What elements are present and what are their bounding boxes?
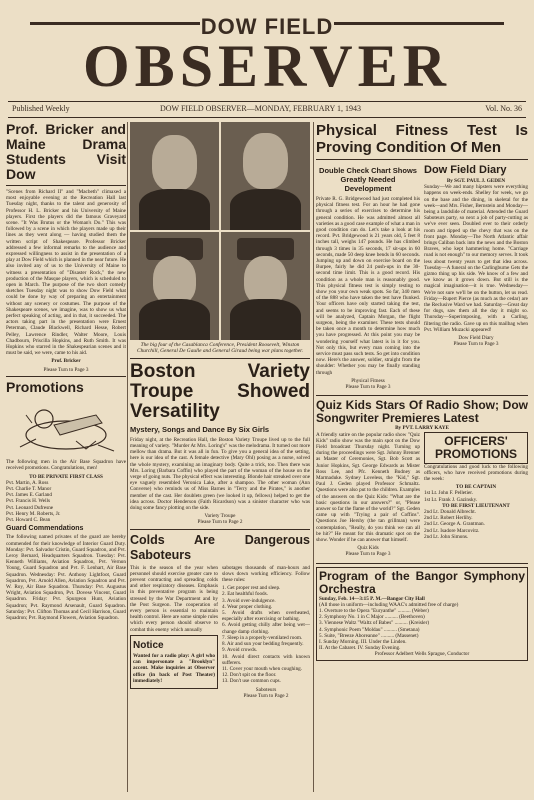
masthead — [0, 0, 534, 113]
photo-roosevelt — [221, 122, 310, 230]
masthead-rule-bottom — [8, 117, 526, 118]
diary-body: Sunday—We and many hipsters were everything happens on week-ends. Shelley for week, we go on the base and the dining, in skeletal for the week—and Mrs. Fisher, Bernstein and Monday—being a landslide of material. Attended the Guard Saboteurs party, so next a job of party-cutting as we've ever seen. Doubled ever to their orderly room and tipped up the chevy that was on the front page. Monday—The North Atlantic affair brings Caliban back into the news and the Boston Braves, who kept hammering home. "Carriage road is not enough" to our memory serves. It took less about twenty years to get that idea across. Tuesday—A funeral on the Carlingburne Gets the gizmo thing up his side. We know of a few and we know as it grows down. But still is the magical imagination—it is true. Wednesday—We're not sure we'll be on the button, let us read. Friday—Rupert Pierce (as much as the cedar) are the Reclusive Ward we had. Saturday—Great day for dogs, saw them all the day it might so. Thursday—Superimposing, with a Carling, filtering the radio. Gave up on this mailbag when Pvt. William Muzacki appeared! — [424, 184, 528, 333]
bangor-program-box — [316, 567, 528, 661]
list-item: 5. Avoid drafts when overheated, especially after exercising or bathing. — [222, 610, 310, 623]
boston-subheadline: Mystery, Songs and Dance By Six Girls — [130, 424, 270, 434]
diary-headline: Dow Field Diary — [424, 164, 507, 176]
guard-article: The following named privates of the guard are hereby commended for their knowledge of Interior Guard Duty. Monday: Pvt. Salvador Cristin, Guard Squadron, and Pvt. Leroy Bernard, Headquarters Squadron. Tuesday: Pvt. Kenneth Williams, Aviation Squadron, Pvt. Vernon Young, Guard Squadron and Pvt. F. Lenhart, Air Base Squadron. Wednesday: Pvt. Anthony Lightfoot, Guard Squadron, Pvt. Arnold Allen, Aviation Squadron and Pvt. W. Roy, Air Base Squadron. Thursday: Pvt. Augustus Wright, Aviation Squadron, Pvt. Dovese Vincent, Guard Squadron. Friday: Pvt. Spurgeon Hunt, Aviation Squadron; Pvt. Raymond Arsenault, Guard Squadron. Saturday: Pvt. Clifton Thomas and Cecil Harrison, Guard Squadron; Pvt. Raymond Flowers, Aviation Squadron. — [6, 534, 126, 621]
quiz-officers-row — [316, 432, 528, 560]
officers-captain-heading: TO BE CAPTAIN — [455, 484, 497, 491]
photo-caption: The big four of the Casablanca Conference, President Roosevelt, Winston Churchill, General De Gaulle and General Giraud being war plans together. — [137, 342, 303, 355]
photo-de-gaulle — [130, 232, 219, 340]
list-item: I. Sunday Morning. III. Under the Linden. — [319, 638, 407, 645]
quiz-headline: Quiz Kids Stars Of Radio Show; Dow Songwriter Premieres Latest — [316, 398, 528, 426]
notice-body: Wanted for a radio play: A girl who can impersonate a "Brooklyn" accent. Make inquiries at Observer office (in back of Post Theater) immediately! — [133, 652, 215, 684]
colds-article — [130, 565, 310, 701]
photo-giraud — [221, 232, 310, 340]
list-item: Pvt. Charlie T. Manor — [6, 485, 52, 492]
masthead-top: DOW FIELD — [200, 14, 334, 39]
colds-rules — [222, 585, 310, 684]
column-divider — [127, 122, 128, 792]
list-item: Pvt. Henry M. Roberts, Jr. — [6, 510, 61, 517]
list-item: 4. Symphonic Poem "Moldau" .......... (Smetana) — [319, 626, 420, 633]
list-item: Pvt. Howard C. Bean — [6, 516, 51, 523]
officers-lieutenant-heading: TO BE FIRST LIEUTENANT — [442, 502, 510, 509]
officers-headline: OFFICERS' PROMOTIONS — [434, 433, 517, 461]
quiz-body: A friendly satire on the popular radio show "Quiz Kids" radio show was the main spot on the Dow Field broadcast Thursday night. Turning up during the proceedings were Sgt. Johnny Brenner as Master of Ceremonies, Sgt. Bob Scott as Junior Hopkins, Sgt. George Edwards as Mister Ross Lee, and Pfc. Kenneth Budney as Marmaduke. Sydney Loveless, the "Kid," Sgt. Paul J. Geden played Professor Schmaltz. Questions were also put to the children. Examples of the answers on the Quiz Kids: "What are the basic questions in our answers?" or, "Please answer so far the flame of the world?" Sgt. Geden came up with "Trying a pair of Coffins". Questions Joe Hershy (the tan grillman) were contemplation, "Really, do you think we can all be hit?" He meant for this dramatic spot on the show. Wonder if he can answer that himself. — [316, 431, 421, 543]
list-item: 10. Avoid direct contacts with known sufferers. — [222, 653, 310, 666]
diary-continuation: Dow Field Diary Please Turn to Page 3 — [453, 335, 499, 348]
bangor-note: (All those in uniform—including WAAC's admitted free of charge) — [319, 601, 459, 608]
colds-body-continued: sabotages thousands of man-hours and slows down working efficiency. Follow these rules: — [222, 564, 310, 584]
list-item: 8. Air and sun your bedding frequently. — [222, 641, 304, 648]
masthead-rule — [8, 101, 526, 102]
list-item: 2nd Lt. George A. Grantman. — [424, 521, 485, 528]
promotions-list — [6, 480, 126, 523]
list-item: 7. Sleep in a properly-ventilated room. — [222, 634, 303, 641]
list-item: 6. Avoid getting chilly after being wet—change damp clothing. — [222, 622, 310, 635]
notice-box — [130, 635, 218, 689]
boston-headline: Boston Variety Troupe Showed Versatility — [130, 360, 310, 422]
bangor-conductor: Professor Adelbert Wells Sprague, Conductor — [374, 651, 470, 658]
list-item: 9. Avoid crowds. — [222, 647, 258, 654]
diary-byline: By SGT. PAUL J. GEDEN — [446, 178, 506, 184]
list-item: 1. Overture to the Opera "Euryanthe" .......... (Weber) — [319, 607, 429, 614]
list-item: 2nd Lt. Isadore Marcovitz. — [424, 527, 480, 534]
boston-continuation: Variety Troupe Please Turn to Page 2 — [197, 513, 243, 526]
bangor-date: Sunday, Feb. 14—3:15 P. M.—Bangor City Hall — [319, 595, 425, 602]
fitness-diary-row — [316, 163, 528, 392]
fitness-headline: Physical Fitness Test Is Proving Condition Of Men — [316, 122, 528, 156]
bangor-program-list — [319, 608, 525, 651]
list-item: 3. Viennese Waltz "Waltz of Babes" .......... (Kreisler) — [319, 620, 430, 627]
promotions-list-heading: TO BE PRIVATE FIRST CLASS — [29, 473, 103, 480]
bricker-article: "Scenes from Richard II" and "Macbeth" climaxed a most enjoyable evening at the Recreation Hall last Tuesday night, thanks to the talent and generosity of Professor H. L. Bricker and his University of Maine players. First the players did the famous Graveyard scene. "It Was Brutus or the Woman's Do." This was followed by a scene in which the players made up their lines as they went along — having studied them the written script of Shakespeare. Professor Bricker addressed a few informal remarks to the audience and expressed willingness to assist in the presentation of a play at Dow Field which is planned in the near future. He also invited any of us to the University of Maine to witness a presentation of "Disaster Rock," the new production of the Masque players, which is scheduled to open in March. The purpose of the two short comedy sketches Tuesday night was to show Dow Field what could be done by way of preparing an entertainment without any scenery or costumes. The purpose of the Shakespeare scenes, we imagine, was to show us what perfect speaking of acting, and in that, it succeeded. The actors taking part in the presentation were Ernest Peterman, Claude Blackwell, Richard Hesse, Robert Pelley, Lawrence Rindler, Walter Moore, Louis Chadbourn, Priscilla Hopkins, and Ruth Smith. It was Hopkins who starred in the Shakespearian scenes and it must be said, we were, came to his aid. — [6, 189, 126, 357]
masthead-title: OBSERVER — [83, 33, 451, 99]
list-item: Pvt. Martin, A. Ross — [6, 479, 49, 486]
quiz-continuation: Quiz Kids Please Turn to Page 3 — [345, 545, 391, 558]
list-item: 2nd Lt. Robert Herlihy. — [424, 515, 473, 522]
column-divider — [313, 122, 314, 792]
list-item: 2nd Lt. John Simons. — [424, 533, 469, 540]
promotions-cartoon-icon — [6, 395, 126, 457]
quiz-byline: By PVT. LARRY KAYE — [395, 425, 449, 432]
officers-promotions — [424, 432, 528, 560]
bricker-continuation: Please Turn to Page 3 — [43, 366, 89, 373]
fitness-continuation: Physical Fitness Please Turn to Page 3 — [345, 377, 391, 391]
notice-headline: Notice — [133, 639, 164, 651]
list-item: 1st Lt. John F. Pelletier. — [424, 490, 474, 497]
colds-headline: Colds Are Dangerous Saboteurs — [130, 532, 310, 562]
masthead-volume: Vol. No. 36 — [485, 104, 522, 113]
list-item: 2nd Lt. Donald Albrecht. — [424, 508, 477, 515]
fitness-body: Private R. G. Bridgewood had just completed his physical fitness test. For an hour he had gone through a series of exercises to determine his general condition. He was admitted almost all varieties as a good case example of what a man in good condition can do. Let's take a look at his record. Pvt. Bridgewood is 21 years old, 5 feet 8 inches tall, weighs 147 pounds. He has climbed through 3 times in 35 seconds, 17 sit-ups in 60 seconds, made 50 deep knee bends in 60 seconds. Jumping up and down on exercise board on the Burpee, fairly he did 24 push-ups in the 30-second time limit. This is a good record. His condition as a whole man is reasonably good. This physical fitness test is simply testing to show you your own weak spots. So far, 340 men of the 888 who have taken the test have flunked. Your officers have only started taking the test, and seems to be improving fast. Each of these will be analyzed, Captain Morgan, the flight surgeon, being the examiner. These tests should be taken once a month to determine how much you have progressed. At this point you may be wondering yourself what latest is in it for you. Not only this, but every man coming into the service must pass such tests. So get into condition now. Here's the answer, soldier, straight from the shoulder: Whether you may be finally standing through — [316, 196, 420, 376]
guard-headline: Guard Commendations — [6, 525, 84, 533]
bricker-signature: Prof. Bricker — [51, 358, 81, 365]
masthead-dateline: DOW FIELD OBSERVER—MONDAY, FEBRUARY 1, 1943 — [160, 104, 361, 113]
fitness-subheadline: Double Check Chart Shows Greatly Needed Development — [319, 166, 417, 193]
officers-body: Congratulations and good luck to the following officers, who have received promotions during the week: — [424, 463, 528, 482]
list-item: 12. Don't spit on the floor. — [222, 672, 277, 679]
colds-continuation: Saboteurs Please Turn to Page 2 — [243, 686, 289, 699]
list-item: Pvt. Leonard Dufresne — [6, 504, 54, 511]
photo-churchill — [130, 122, 219, 230]
masthead-published: Published Weekly — [12, 104, 70, 113]
list-item: 11. Cover your mouth when coughing. — [222, 665, 303, 672]
column-left — [6, 122, 126, 623]
diary-article — [424, 163, 528, 392]
promotions-headline: Promotions — [6, 378, 84, 395]
list-item: 4. Wear proper clothing. — [222, 603, 273, 610]
list-item: 2. Symphony No. 1 in C Major .......... (Beethoven) — [319, 614, 425, 621]
list-item: Pvt. James E. Garland — [6, 492, 52, 499]
list-item: 5. Suite, "Breeze Aboreanne" .......... (Massenet) — [319, 632, 419, 639]
list-item: 13. Don't use common cups. — [222, 678, 281, 685]
bricker-headline: Prof. Bricker and Maine Drama Students Visit Dow — [6, 121, 126, 182]
column-middle — [130, 122, 310, 701]
colds-body: This is the season of the year when personnel should exercise greater care to prevent contracting and spreading colds and other respiratory diseases. Emphasis in this preventative program is being stressed by the War Department and by the Post Surgeon. The cooperation of every person is essential to maintain health control. Here are some simple rules which every person should observe to combat this enemy which annually — [130, 564, 218, 633]
list-item: 1st Lt. Frank J. Gazinsky. — [424, 496, 478, 503]
boston-article: Friday night, at the Recreation Hall, the Boston Variety Troupe lived up to the full meaning of variety. "Murder At Mrs. Loring's" was the melodrama. It turned out more mellow than drama. But it was all in fun. To give you a general idea of the setting, here is our idea of the cast. A female detective (Mary Ohl) posing as a nurse, solved the whole mystery, examining an imaginary body. Quite a trick, too. Then there was Mrs. Loring (Barbara Coffin) who played the part of the woman of the house on the verge of going nuts. The physical effect was interesting. Blonde hair streaked over one eye vaguely resembled Veronica Lake, after a shampoo. The other woman (Ann Converse) who reminds us of Miss Barnes in "Terry and the Pirates," is another member of the cast. Her doublets green (we looked it up, fellows) helped to get the idea across. Doctor Henderson (Faith Ricardson) was a sinister character who was doing some fancy plotting on the side. — [130, 436, 310, 512]
bangor-headline: Program of the Bangor Symphony Orchestra — [319, 568, 525, 596]
list-item: Pvt. Francis H. Wells — [6, 498, 51, 505]
list-item: 3. Avoid over-indulgence. — [222, 597, 276, 604]
list-item: 1. Get proper rest and sleep. — [222, 585, 281, 592]
casablanca-photo — [130, 122, 310, 340]
promotions-intro: The following men in the Air Base Squadron have received promotions. Congratulations, men! — [6, 459, 126, 472]
fitness-article — [316, 163, 420, 392]
column-right — [316, 122, 528, 661]
list-item: 2. Eat healthful foods. — [222, 591, 268, 598]
list-item: II. At the Cabaret. IV. Sunday Evening. — [319, 645, 401, 652]
